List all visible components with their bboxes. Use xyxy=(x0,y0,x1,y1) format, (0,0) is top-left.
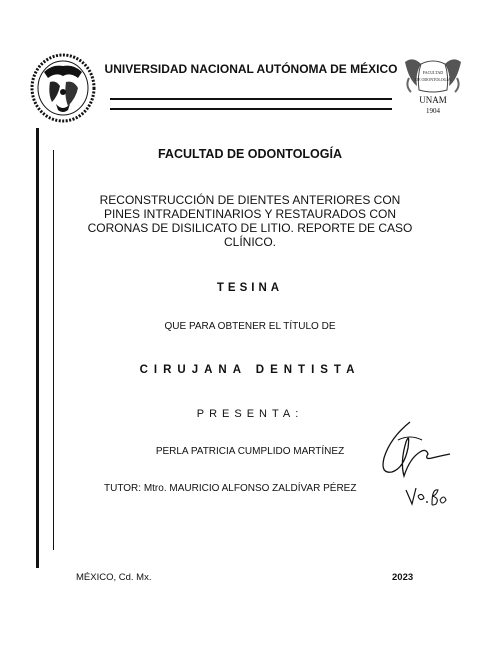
unam-seal-icon xyxy=(30,52,96,124)
degree-name: CIRUJANA DENTISTA xyxy=(139,364,361,376)
header-rule-top xyxy=(110,98,392,100)
faculty-name: FACULTAD DE ODONTOLOGÍA xyxy=(157,147,343,161)
left-vertical-rule xyxy=(36,128,39,568)
year: 2023 xyxy=(392,572,414,583)
faculty-seal-unam: UNAM xyxy=(419,95,447,105)
author-name: PERLA PATRICIA CUMPLIDO MARTÍNEZ xyxy=(155,446,345,457)
faculty-seal-year: 1904 xyxy=(426,107,440,115)
faculty-seal-text-line2: DE ODONTOLOGÍA xyxy=(415,77,451,82)
faculty-seal-text-line1: FACULTAD xyxy=(422,70,444,75)
university-name: UNIVERSIDAD NACIONAL AUTÓNOMA DE MÉXICO xyxy=(104,62,398,76)
handwritten-signature xyxy=(370,418,452,514)
thesis-title-line: PINES INTRADENTINARIOS Y RESTAURADOS CON xyxy=(103,207,397,221)
thesis-title-line: CORONAS DE DISILICATO DE LITIO. REPORTE DE CASO xyxy=(87,221,413,235)
presents-label: PRESENTA: xyxy=(196,408,304,420)
thesis-title-line: RECONSTRUCCIÓN DE DIENTES ANTERIORES CON xyxy=(99,193,401,207)
header-rule-bottom xyxy=(110,108,392,110)
place: MÉXICO, Cd. Mx. xyxy=(76,572,152,583)
left-vertical-rule-thin xyxy=(53,150,54,550)
thesis-title-line: CLÍNICO. xyxy=(223,235,276,249)
thesis-title xyxy=(70,193,430,249)
degree-intro: QUE PARA OBTENER EL TÍTULO DE xyxy=(164,321,336,332)
document-type: TESINA xyxy=(216,282,284,294)
tutor-name: TUTOR: Mtro. MAURICIO ALFONSO ZALDÍVAR PÉREZ xyxy=(104,483,357,494)
